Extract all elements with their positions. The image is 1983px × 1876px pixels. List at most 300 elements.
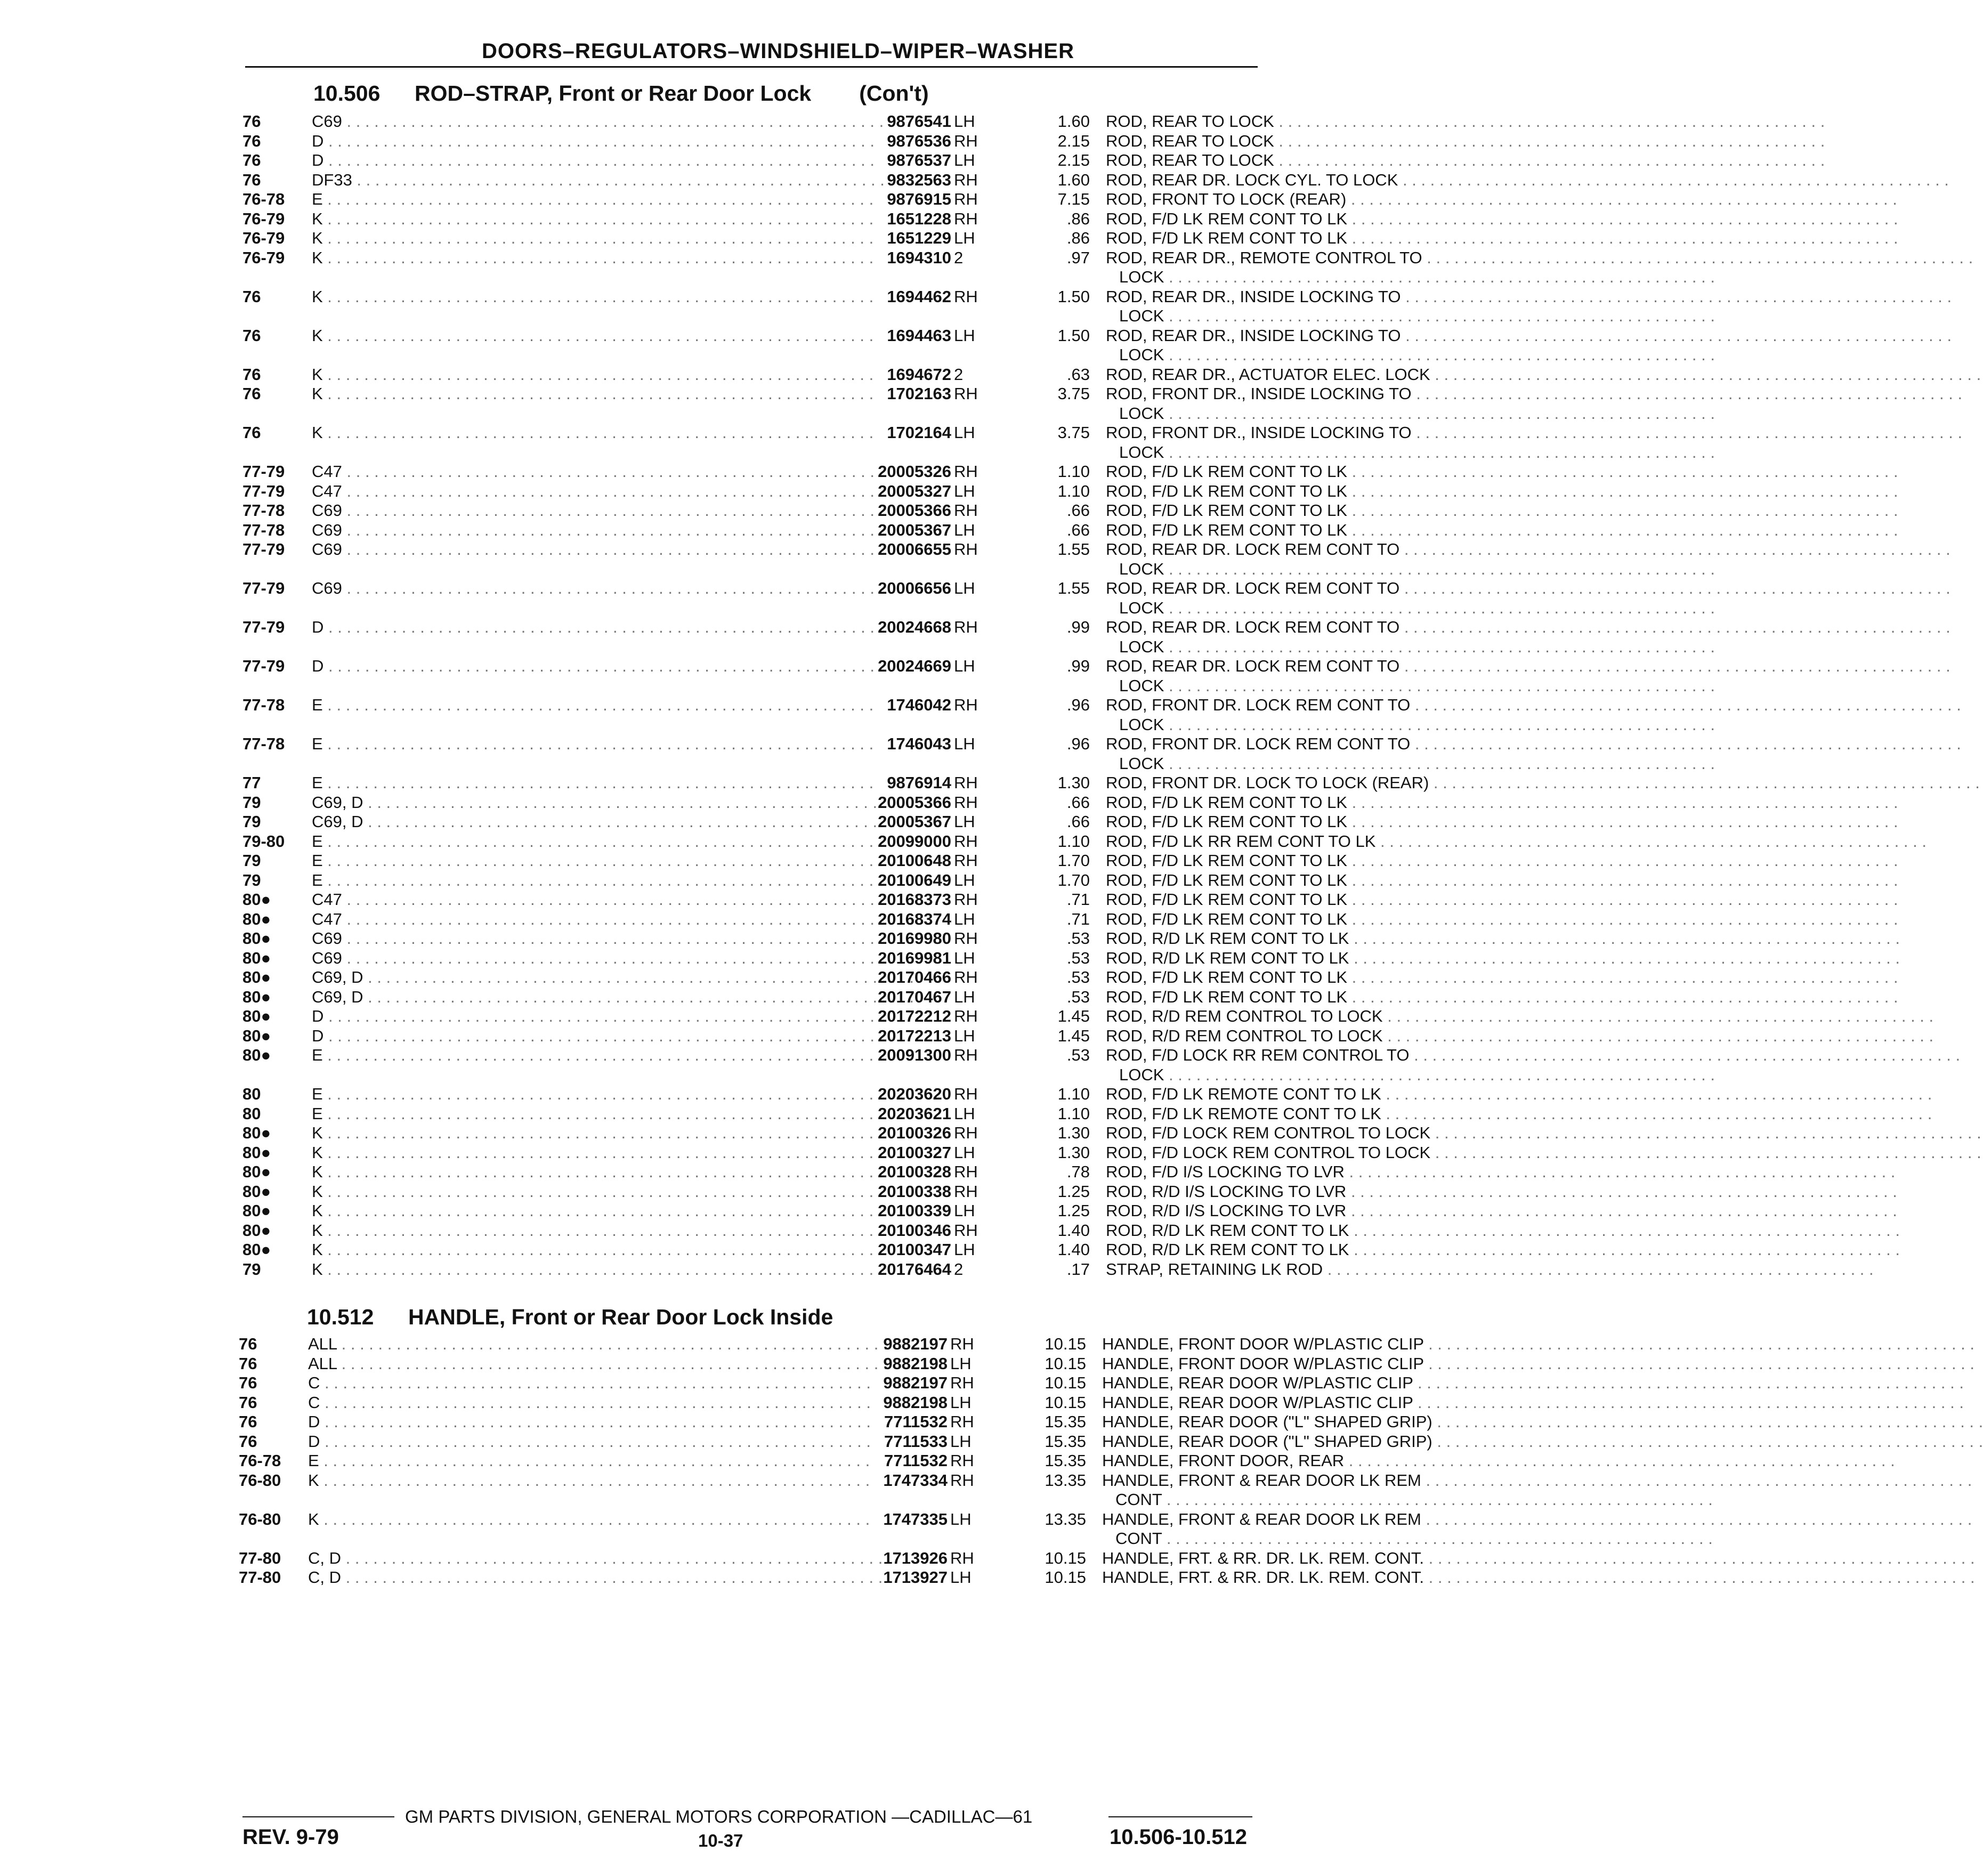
- description-cell: ROD, FRONT DR., INSIDE LOCKING TO . . .: [1106, 423, 1490, 443]
- description-cell: HANDLE, FRONT DOOR W/PLASTIC CLIP . . .: [1102, 1354, 1486, 1374]
- description-cell: ROD, F/D LK RR REM CONT TO LK . . .: [1106, 832, 1490, 852]
- price-cell: 10.15: [1045, 1568, 1086, 1587]
- price-cell: 1.55: [1057, 579, 1090, 597]
- model-cell: C69, D . . .: [312, 812, 488, 832]
- model-cell: K . . .: [312, 1260, 488, 1280]
- description-cell: ROD, REAR DR. LOCK REM CONT TO . . .: [1106, 657, 1490, 676]
- description-cell: HANDLE, FRONT & REAR DOOR LK REM . . .: [1102, 1471, 1486, 1491]
- side-cell: RH: [954, 462, 978, 481]
- year-cell: 76: [242, 151, 261, 169]
- description-cell: ROD, F/D LK REM CONT TO LK . . .: [1106, 462, 1490, 482]
- part-number-cell: 1747335: [883, 1509, 948, 1529]
- description-continuation: LOCK . . .: [1119, 676, 1490, 696]
- description-cell: ROD, REAR DR., REMOTE CONTROL TO . . .: [1106, 248, 1490, 268]
- model-cell: D . . .: [308, 1412, 484, 1432]
- description-cell: ROD, R/D I/S LOCKING TO LVR . . .: [1106, 1201, 1490, 1221]
- table-row: [242, 734, 1411, 773]
- year-cell: 76-79: [242, 209, 285, 228]
- price-cell: 10.15: [1045, 1373, 1086, 1392]
- price-cell: .71: [1066, 890, 1090, 909]
- model-cell: C69, D . . .: [312, 988, 488, 1007]
- description-continuation: LOCK . . .: [1119, 599, 1490, 618]
- part-number-cell: 20100346: [878, 1220, 951, 1240]
- price-cell: 1.10: [1057, 462, 1090, 481]
- title-rule: [245, 66, 1258, 68]
- model-cell: K . . .: [312, 1162, 488, 1182]
- price-cell: 10.15: [1045, 1354, 1086, 1373]
- table-row: [242, 579, 1400, 618]
- part-number-cell: 1747334: [883, 1470, 948, 1490]
- price-cell: 1.60: [1057, 112, 1090, 131]
- side-cell: RH: [954, 540, 978, 559]
- side-cell: LH: [954, 657, 975, 675]
- description-cell: ROD, R/D I/S LOCKING TO LVR . . .: [1106, 1182, 1490, 1202]
- part-number-cell: 1702163: [887, 384, 951, 403]
- price-cell: 1.25: [1057, 1201, 1090, 1220]
- side-cell: LH: [954, 870, 975, 890]
- price-cell: .99: [1066, 618, 1090, 636]
- description-cell: ROD, F/D LK REM CONT TO LK . . .: [1106, 890, 1490, 910]
- description-cell: HANDLE, REAR DOOR ("L" SHAPED GRIP) . . .: [1102, 1432, 1486, 1452]
- table-row: [242, 287, 1401, 326]
- price-cell: 1.45: [1057, 1007, 1090, 1025]
- price-cell: 3.75: [1057, 423, 1090, 442]
- table-row: [242, 1026, 1383, 1046]
- description-cell: ROD, R/D LK REM CONT TO LK . . .: [1106, 1240, 1490, 1260]
- price-cell: .78: [1066, 1162, 1090, 1181]
- part-number-cell: 1651229: [887, 229, 951, 247]
- model-cell: C47 . . .: [312, 890, 488, 910]
- price-cell: 1.25: [1057, 1182, 1090, 1201]
- page-title: DOORS–REGULATORS–WINDSHIELD–WIPER–WASHER: [482, 39, 1074, 63]
- price-cell: 1.10: [1057, 1085, 1090, 1103]
- table-row: [242, 462, 1348, 482]
- model-cell: D . . .: [312, 132, 488, 151]
- year-cell: 76: [239, 1412, 257, 1431]
- description-cell: ROD, R/D REM CONTROL TO LOCK . . .: [1106, 1026, 1490, 1046]
- side-cell: LH: [954, 1143, 975, 1162]
- part-number-cell: 20172212: [878, 1007, 951, 1025]
- description-cell: ROD, R/D REM CONTROL TO LOCK . . .: [1106, 1007, 1490, 1026]
- side-cell: RH: [954, 131, 978, 150]
- year-cell: 80●: [242, 1026, 271, 1045]
- side-cell: RH: [950, 1470, 974, 1490]
- year-cell: 76: [242, 170, 261, 189]
- year-cell: 76: [239, 1335, 257, 1353]
- model-cell: K . . .: [312, 384, 488, 404]
- price-cell: 1.40: [1057, 1220, 1090, 1240]
- table-row: [242, 812, 1348, 832]
- part-number-cell: 9832563: [887, 170, 951, 189]
- model-cell: D . . .: [312, 618, 488, 637]
- footer-publisher: GM PARTS DIVISION, GENERAL MOTORS CORPORATION —CADILLAC—61: [405, 1807, 1033, 1826]
- model-cell: K . . .: [312, 209, 488, 229]
- section-range: 10.506-10.512: [1109, 1825, 1247, 1849]
- part-number-cell: 20024669: [878, 657, 951, 675]
- side-cell: RH: [954, 170, 978, 189]
- part-number-cell: 9876541: [887, 112, 951, 131]
- price-cell: 15.35: [1045, 1412, 1086, 1431]
- parts-list-10512: [239, 1335, 1432, 1588]
- year-cell: 80: [242, 1085, 261, 1103]
- model-cell: E . . .: [312, 696, 488, 715]
- description-cell: ROD, F/D LK REM CONT TO LK . . .: [1106, 521, 1490, 540]
- price-cell: .66: [1066, 812, 1090, 831]
- year-cell: 76: [242, 287, 261, 306]
- table-row: [242, 170, 1398, 190]
- side-cell: RH: [950, 1373, 974, 1392]
- model-cell: K . . .: [308, 1471, 484, 1491]
- table-row: [239, 1509, 1421, 1549]
- part-number-cell: 20169980: [878, 929, 951, 948]
- description-cell: ROD, REAR DR., INSIDE LOCKING TO . . .: [1106, 287, 1490, 307]
- description-cell: HANDLE, FRT. & RR. DR. LK. REM. CONT. . . .: [1102, 1549, 1486, 1568]
- part-number-cell: 20176464: [878, 1259, 951, 1279]
- table-row: [242, 1007, 1383, 1026]
- description-cell: HANDLE, FRONT DOOR W/PLASTIC CLIP . . .: [1102, 1335, 1486, 1354]
- model-cell: K . . .: [312, 229, 488, 248]
- model-cell: E . . .: [312, 190, 488, 209]
- description-cell: ROD, REAR TO LOCK . . .: [1106, 151, 1490, 171]
- part-number-cell: 20005327: [878, 481, 951, 500]
- price-cell: .63: [1066, 365, 1090, 384]
- side-cell: RH: [954, 1123, 978, 1142]
- table-row: [239, 1335, 1424, 1354]
- price-cell: 1.50: [1057, 326, 1090, 345]
- description-cell: ROD, F/D LK REM CONT TO LK . . .: [1106, 482, 1490, 502]
- table-row: [242, 773, 1429, 793]
- side-cell: LH: [954, 579, 975, 597]
- model-cell: K . . .: [312, 423, 488, 443]
- description-continuation: CONT . . .: [1115, 1529, 1486, 1549]
- year-cell: 77-79: [242, 462, 285, 481]
- table-row: [242, 870, 1348, 891]
- price-cell: 7.15: [1057, 190, 1090, 208]
- footer-rule-left: [242, 1816, 394, 1817]
- description-continuation: LOCK . . .: [1119, 1065, 1490, 1085]
- year-cell: 77-79: [242, 657, 285, 675]
- year-cell: 80●: [242, 1123, 271, 1142]
- price-cell: 1.30: [1057, 773, 1090, 792]
- price-cell: .86: [1066, 229, 1090, 247]
- table-row: [242, 1143, 1431, 1163]
- year-cell: 80●: [242, 1240, 271, 1259]
- model-cell: K . . .: [308, 1510, 484, 1530]
- table-row: [242, 190, 1347, 209]
- part-number-cell: 7711532: [884, 1451, 948, 1470]
- price-cell: 2.15: [1057, 151, 1090, 169]
- part-number-cell: 20172213: [878, 1026, 951, 1045]
- revision-label: REV. 9-79: [242, 1825, 339, 1849]
- model-cell: C69 . . .: [312, 112, 488, 132]
- description-cell: STRAP, RETAINING LK ROD . . .: [1106, 1260, 1490, 1280]
- part-number-cell: 1713926: [883, 1548, 948, 1567]
- price-cell: 1.50: [1057, 287, 1090, 306]
- side-cell: LH: [950, 1393, 972, 1412]
- description-cell: ROD, FRONT TO LOCK (REAR) . . .: [1106, 190, 1490, 209]
- description-cell: ROD, F/D LK REM CONT TO LK . . .: [1106, 910, 1490, 929]
- year-cell: 76-78: [242, 190, 285, 208]
- part-number-cell: 20100326: [878, 1123, 951, 1142]
- description-cell: ROD, REAR DR. LOCK REM CONT TO . . .: [1106, 579, 1490, 599]
- part-number-cell: 1694310: [887, 248, 951, 267]
- price-cell: .53: [1066, 1046, 1090, 1064]
- part-number-cell: 20005367: [878, 812, 951, 831]
- price-cell: 1.40: [1057, 1240, 1090, 1259]
- table-row: [242, 540, 1400, 579]
- price-cell: .66: [1066, 501, 1090, 520]
- price-cell: 1.10: [1057, 831, 1090, 851]
- part-number-cell: 20170467: [878, 987, 951, 1006]
- price-cell: .97: [1066, 248, 1090, 267]
- table-row: [242, 968, 1348, 988]
- part-number-cell: 9882198: [883, 1393, 948, 1412]
- year-cell: 76: [242, 326, 261, 345]
- year-cell: 77-78: [242, 696, 285, 714]
- model-cell: C69, D . . .: [312, 968, 488, 988]
- model-cell: DF33 . . .: [312, 171, 488, 190]
- table-row: [239, 1568, 1424, 1588]
- part-number-cell: 20099000: [878, 831, 951, 851]
- price-cell: .96: [1066, 734, 1090, 753]
- part-number-cell: 9882198: [883, 1354, 948, 1373]
- table-row: [242, 1162, 1345, 1182]
- price-cell: .99: [1066, 657, 1090, 675]
- year-cell: 76-79: [242, 248, 285, 267]
- description-continuation: LOCK . . .: [1119, 345, 1490, 365]
- description-cell: ROD, FRONT DR. LOCK REM CONT TO . . .: [1106, 734, 1490, 754]
- model-cell: E . . .: [312, 773, 488, 793]
- table-row: [242, 831, 1376, 852]
- year-cell: 76-79: [242, 229, 285, 247]
- description-continuation: LOCK . . .: [1119, 637, 1490, 657]
- table-row: [242, 151, 1274, 171]
- table-row: [242, 423, 1412, 462]
- section-title: ROD–STRAP, Front or Rear Door Lock: [415, 81, 812, 106]
- table-row: [242, 365, 1430, 385]
- description-cell: ROD, REAR DR., ACTUATOR ELEC. LOCK . . .: [1106, 365, 1490, 385]
- model-cell: E . . .: [312, 1104, 488, 1124]
- description-continuation: CONT . . .: [1115, 1490, 1486, 1510]
- side-cell: LH: [954, 151, 975, 169]
- year-cell: 77-80: [239, 1548, 281, 1567]
- year-cell: 76: [239, 1354, 257, 1373]
- table-row: [242, 1123, 1431, 1143]
- description-cell: ROD, REAR DR. LOCK REM CONT TO . . .: [1106, 618, 1490, 637]
- side-cell: LH: [954, 1201, 975, 1220]
- model-cell: D . . .: [308, 1432, 484, 1452]
- description-cell: ROD, REAR DR., INSIDE LOCKING TO . . .: [1106, 326, 1490, 346]
- side-cell: LH: [950, 1568, 972, 1587]
- year-cell: 79: [242, 1259, 261, 1279]
- part-number-cell: 20203621: [878, 1104, 951, 1123]
- section-continued: (Con't): [859, 81, 929, 106]
- model-cell: K . . .: [312, 248, 488, 268]
- model-cell: K . . .: [312, 365, 488, 385]
- description-cell: ROD, F/D LK REM CONT TO LK . . .: [1106, 871, 1490, 891]
- year-cell: 77-78: [242, 734, 285, 753]
- year-cell: 80●: [242, 909, 271, 928]
- table-row: [242, 1085, 1381, 1104]
- side-cell: LH: [954, 112, 975, 131]
- part-number-cell: 1713927: [883, 1568, 948, 1587]
- table-row: [242, 520, 1348, 540]
- table-row: [239, 1354, 1424, 1374]
- description-cell: HANDLE, REAR DOOR W/PLASTIC CLIP . . .: [1102, 1393, 1486, 1413]
- table-row: [242, 326, 1401, 365]
- description-cell: HANDLE, REAR DOOR W/PLASTIC CLIP . . .: [1102, 1373, 1486, 1393]
- side-cell: RH: [954, 618, 978, 636]
- price-cell: 10.15: [1045, 1393, 1086, 1412]
- description-continuation: LOCK . . .: [1119, 560, 1490, 579]
- description-cell: ROD, REAR TO LOCK . . .: [1106, 112, 1490, 132]
- model-cell: K . . .: [312, 1240, 488, 1260]
- description-cell: ROD, F/D LK REMOTE CONT TO LK . . .: [1106, 1085, 1490, 1104]
- price-cell: 1.60: [1057, 170, 1090, 189]
- model-cell: D . . .: [312, 1007, 488, 1026]
- year-cell: 76: [242, 423, 261, 442]
- model-cell: K . . .: [312, 287, 488, 307]
- year-cell: 77-79: [242, 540, 285, 559]
- year-cell: 80●: [242, 929, 271, 948]
- table-row: [239, 1470, 1421, 1510]
- year-cell: 77-78: [242, 501, 285, 520]
- table-row: [242, 229, 1348, 248]
- year-cell: 77-79: [242, 579, 285, 597]
- model-cell: E . . .: [312, 1046, 488, 1065]
- year-cell: 80●: [242, 987, 271, 1006]
- year-cell: 80●: [242, 1046, 271, 1064]
- table-row: [242, 909, 1348, 929]
- year-cell: 79: [242, 851, 261, 870]
- side-cell: LH: [950, 1432, 972, 1451]
- year-cell: 76: [239, 1432, 257, 1451]
- part-number-cell: 20006656: [878, 579, 951, 597]
- model-cell: C, D . . .: [308, 1568, 484, 1588]
- model-cell: C47 . . .: [312, 482, 488, 502]
- part-number-cell: 20005326: [878, 462, 951, 481]
- page-number: 10-37: [698, 1831, 743, 1850]
- part-number-cell: 20005367: [878, 520, 951, 539]
- year-cell: 76: [239, 1373, 257, 1392]
- year-cell: 80●: [242, 1143, 271, 1162]
- side-cell: RH: [954, 384, 978, 403]
- price-cell: 13.35: [1045, 1509, 1086, 1529]
- price-cell: 1.70: [1057, 851, 1090, 870]
- year-cell: 76-78: [239, 1451, 281, 1470]
- year-cell: 80: [242, 1104, 261, 1123]
- price-cell: .53: [1066, 968, 1090, 986]
- part-number-cell: 9882197: [883, 1373, 948, 1392]
- model-cell: E . . .: [312, 1085, 488, 1104]
- model-cell: K . . .: [312, 1221, 488, 1241]
- table-row: [242, 481, 1348, 502]
- price-cell: .66: [1066, 793, 1090, 812]
- side-cell: LH: [954, 909, 975, 928]
- part-number-cell: 9876915: [887, 190, 951, 208]
- section-number: 10.506: [313, 81, 381, 106]
- year-cell: 77: [242, 773, 261, 792]
- side-cell: 2: [954, 365, 964, 384]
- side-cell: LH: [954, 229, 975, 247]
- side-cell: RH: [954, 1007, 978, 1025]
- year-cell: 79: [242, 870, 261, 890]
- side-cell: RH: [950, 1451, 974, 1470]
- side-cell: LH: [954, 520, 975, 539]
- part-number-cell: 9876914: [887, 773, 951, 792]
- model-cell: K . . .: [312, 1201, 488, 1221]
- description-continuation: LOCK . . .: [1119, 443, 1490, 463]
- description-cell: ROD, F/D LK REMOTE CONT TO LK . . .: [1106, 1104, 1490, 1124]
- part-number-cell: 9876537: [887, 151, 951, 169]
- description-cell: ROD, F/D LK REM CONT TO LK . . .: [1106, 851, 1490, 871]
- price-cell: .53: [1066, 929, 1090, 948]
- model-cell: C69 . . .: [312, 579, 488, 599]
- side-cell: RH: [954, 190, 978, 208]
- year-cell: 76: [239, 1393, 257, 1412]
- description-cell: ROD, F/D LOCK REM CONTROL TO LOCK . . .: [1106, 1143, 1490, 1163]
- model-cell: C69 . . .: [312, 521, 488, 540]
- description-cell: HANDLE, FRONT & REAR DOOR LK REM . . .: [1102, 1510, 1486, 1530]
- price-cell: 15.35: [1045, 1451, 1086, 1470]
- model-cell: D . . .: [312, 1026, 488, 1046]
- footer-rule-right: [1108, 1816, 1252, 1817]
- description-cell: ROD, F/D LK REM CONT TO LK . . .: [1106, 812, 1490, 832]
- description-cell: ROD, R/D LK REM CONT TO LK . . .: [1106, 949, 1490, 968]
- price-cell: 2.15: [1057, 131, 1090, 150]
- year-cell: 76: [242, 131, 261, 150]
- part-number-cell: 20100339: [878, 1201, 951, 1220]
- year-cell: 77-78: [242, 520, 285, 539]
- side-cell: LH: [950, 1354, 972, 1373]
- table-row: [242, 1259, 1323, 1280]
- description-cell: HANDLE, FRT. & RR. DR. LK. REM. CONT. . . .: [1102, 1568, 1486, 1588]
- description-cell: HANDLE, REAR DOOR ("L" SHAPED GRIP) . . .: [1102, 1412, 1486, 1432]
- description-continuation: LOCK . . .: [1119, 404, 1490, 424]
- table-row: [239, 1451, 1345, 1471]
- year-cell: 80●: [242, 1182, 271, 1201]
- price-cell: 1.30: [1057, 1143, 1090, 1162]
- price-cell: 3.75: [1057, 384, 1090, 403]
- description-cell: ROD, F/D LOCK RR REM CONTROL TO . . .: [1106, 1046, 1490, 1065]
- model-cell: C69 . . .: [312, 949, 488, 968]
- year-cell: 80●: [242, 1220, 271, 1240]
- section-title: HANDLE, Front or Rear Door Lock Inside: [408, 1305, 833, 1329]
- price-cell: 1.10: [1057, 1104, 1090, 1123]
- part-number-cell: 20006655: [878, 540, 951, 559]
- table-row: [242, 1104, 1381, 1124]
- description-cell: ROD, F/D LK REM CONT TO LK . . .: [1106, 793, 1490, 813]
- model-cell: E . . .: [312, 871, 488, 891]
- price-cell: 10.15: [1045, 1335, 1086, 1353]
- table-row: [242, 248, 1422, 287]
- price-cell: 1.55: [1057, 540, 1090, 559]
- year-cell: 76-80: [239, 1470, 281, 1490]
- description-continuation: LOCK . . .: [1119, 306, 1490, 326]
- model-cell: D . . .: [312, 151, 488, 171]
- description-cell: ROD, F/D I/S LOCKING TO LVR . . .: [1106, 1162, 1490, 1182]
- model-cell: E . . .: [312, 832, 488, 852]
- description-cell: ROD, FRONT DR. LOCK TO LOCK (REAR) . . .: [1106, 773, 1490, 793]
- table-row: [242, 793, 1348, 813]
- side-cell: 2: [954, 248, 964, 267]
- part-number-cell: 9876536: [887, 131, 951, 150]
- table-row: [242, 1220, 1349, 1241]
- table-row: [239, 1432, 1432, 1452]
- side-cell: RH: [950, 1548, 974, 1567]
- table-row: [242, 1182, 1347, 1202]
- part-number-cell: 7711533: [884, 1432, 948, 1451]
